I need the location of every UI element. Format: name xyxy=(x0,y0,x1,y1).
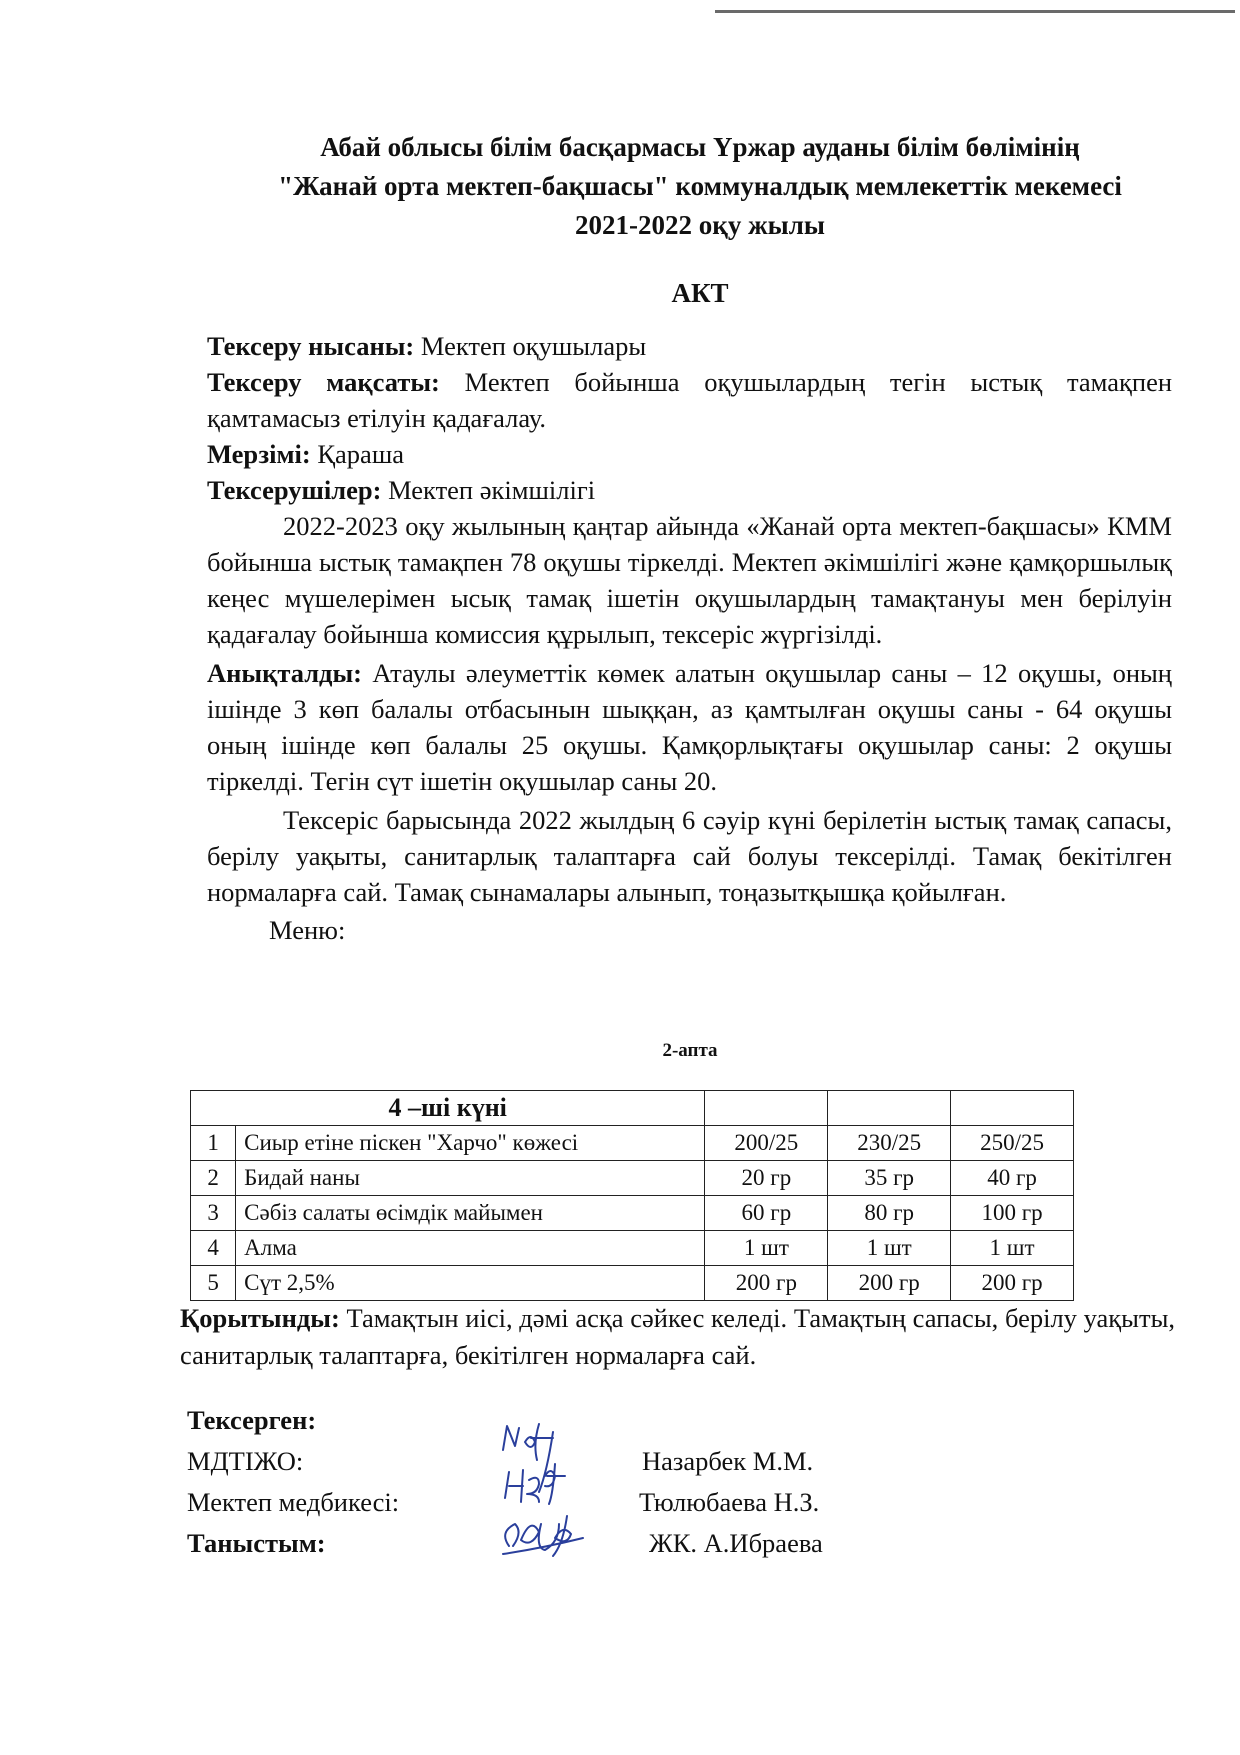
handwritten-signatures-image xyxy=(495,1420,635,1565)
inspection-purpose-value: Мектеп бойынша оқушылардың тегін ыстық тамақпен қамтамасыз етілуін қадағалау. xyxy=(207,367,1173,433)
portion-a: 200/25 xyxy=(705,1126,828,1161)
document-body xyxy=(207,328,1172,948)
table-row xyxy=(191,1126,1074,1161)
table-row xyxy=(191,1161,1074,1196)
header-line-1: Абай облысы білім басқармасы Үржар ауданы білім бөлімінің xyxy=(320,132,1080,162)
row-number: 4 xyxy=(191,1231,236,1266)
menu-label: Меню: xyxy=(269,915,346,945)
week-label: 2-апта xyxy=(662,1040,718,1061)
paragraph-inspection: Тексеріс барысында 2022 жылдың 6 сәуір күні берілетін ыстық тамақ сапасы, берілу уақыты, санитарлық талаптарға сай болуы тексерілді. Тамақ бекітілген нормаларға сай. Тамақ сынамалары алынып, тоңазытқышқа қойылған. xyxy=(207,805,1172,907)
header-line-2: "Жанай орта мектеп-бақшасы" коммуналдық мемлекеттік мекемесі xyxy=(278,171,1122,201)
row-number: 5 xyxy=(191,1266,236,1301)
portion-c: 250/25 xyxy=(951,1126,1074,1161)
row-number: 3 xyxy=(191,1196,236,1231)
portion-b: 80 гр xyxy=(828,1196,951,1231)
findings-value: Атаулы әлеуметтік көмек алатын оқушылар саны – 12 оқушы, оның ішінде 3 көп балалы отбасынын шыққан, аз қамтылған оқушы саны - 64 оқушы оның ішінде көп балалы 25 оқушы. Қамқорлықтағы оқушылар саны: 2 оқушы тіркелді. Тегін сүт ішетін оқушылар саны 20. xyxy=(207,658,1172,796)
portion-b: 230/25 xyxy=(828,1126,951,1161)
signer-name: Назарбек М.М. xyxy=(642,1446,814,1476)
menu-header-empty xyxy=(828,1091,951,1126)
acquainted-label: Таныстым: xyxy=(187,1528,326,1558)
dish-name: Сүт 2,5% xyxy=(236,1266,705,1301)
signature-block xyxy=(187,1405,1187,1569)
inspectors-value: Мектеп әкімшілігі xyxy=(381,475,596,505)
signer-role: МДТІЖО: xyxy=(187,1446,304,1476)
table-row xyxy=(191,1231,1074,1266)
inspection-object-value: Мектеп оқушылары xyxy=(414,331,647,361)
signature-row xyxy=(187,1487,1187,1528)
menu-table xyxy=(190,1090,1074,1301)
conclusion-value: Тамақтын иісі, дәмі асқа сәйкес келеді. Тамақтың сапасы, берілу уақыты, санитарлық талаптарға, бекітілген нормаларға сай. xyxy=(180,1303,1175,1370)
row-number: 1 xyxy=(191,1126,236,1161)
document-title: АКТ xyxy=(671,278,729,308)
inspection-object xyxy=(207,328,1172,364)
menu-day: 4 –ші күні xyxy=(191,1091,705,1126)
portion-a: 20 гр xyxy=(705,1161,828,1196)
signer-name: ЖК. А.Ибраева xyxy=(649,1528,823,1558)
inspection-object-label: Тексеру нысаны: xyxy=(207,331,415,361)
conclusion-label: Қорытынды: xyxy=(180,1303,340,1333)
dish-name: Бидай наны xyxy=(236,1161,705,1196)
menu-header-empty xyxy=(705,1091,828,1126)
signature-row xyxy=(187,1446,1187,1487)
portion-c: 100 гр xyxy=(951,1196,1074,1231)
portion-b: 200 гр xyxy=(828,1266,951,1301)
portion-c: 200 гр xyxy=(951,1266,1074,1301)
conclusion xyxy=(180,1300,1175,1374)
findings xyxy=(207,655,1172,799)
signature-row xyxy=(187,1405,1187,1446)
signer-name: Тюлюбаева Н.З. xyxy=(639,1487,820,1517)
table-row xyxy=(191,1196,1074,1231)
portion-b: 35 гр xyxy=(828,1161,951,1196)
document-header xyxy=(210,128,1190,245)
dish-name: Алма xyxy=(236,1231,705,1266)
row-number: 2 xyxy=(191,1161,236,1196)
signature-row xyxy=(187,1528,1187,1569)
dish-name: Сәбіз салаты өсімдік майымен xyxy=(236,1196,705,1231)
header-line-3: 2021-2022 оқу жылы xyxy=(575,210,825,240)
paragraph-registration: 2022-2023 оқу жылының қаңтар айында «Жанай орта мектеп-бақшасы» КММ бойынша ыстық тамақпен 78 оқушы тіркелді. Мектеп әкімшілігі және қамқоршылық кеңес мүшелерімен ысық тамақ ішетін оқушылардың тамақтануы мен берілуін қадағалау бойынша комиссия құрылып, тексеріс жүргізілді. xyxy=(207,511,1172,649)
inspectors xyxy=(207,472,1172,508)
portion-a: 60 гр xyxy=(705,1196,828,1231)
inspection-purpose-label: Тексеру мақсаты: xyxy=(207,367,440,397)
dish-name: Сиыр етіне піскен "Харчо" көжесі xyxy=(236,1126,705,1161)
portion-c: 1 шт xyxy=(951,1231,1074,1266)
table-row xyxy=(191,1266,1074,1301)
menu-header-row xyxy=(191,1091,1074,1126)
inspection-term xyxy=(207,436,1172,472)
portion-a: 200 гр xyxy=(705,1266,828,1301)
inspectors-label: Тексерушілер: xyxy=(207,475,382,505)
portion-c: 40 гр xyxy=(951,1161,1074,1196)
portion-b: 1 шт xyxy=(828,1231,951,1266)
inspection-term-value: Қараша xyxy=(310,439,404,469)
findings-label: Анықталды: xyxy=(207,658,362,688)
inspection-term-label: Мерзімі: xyxy=(207,439,311,469)
scan-edge-line xyxy=(715,10,1235,13)
portion-a: 1 шт xyxy=(705,1231,828,1266)
signer-role: Мектеп медбикесі: xyxy=(187,1487,400,1517)
menu-header-empty xyxy=(951,1091,1074,1126)
inspection-purpose xyxy=(207,364,1172,436)
checked-by-label: Тексерген: xyxy=(187,1405,317,1435)
